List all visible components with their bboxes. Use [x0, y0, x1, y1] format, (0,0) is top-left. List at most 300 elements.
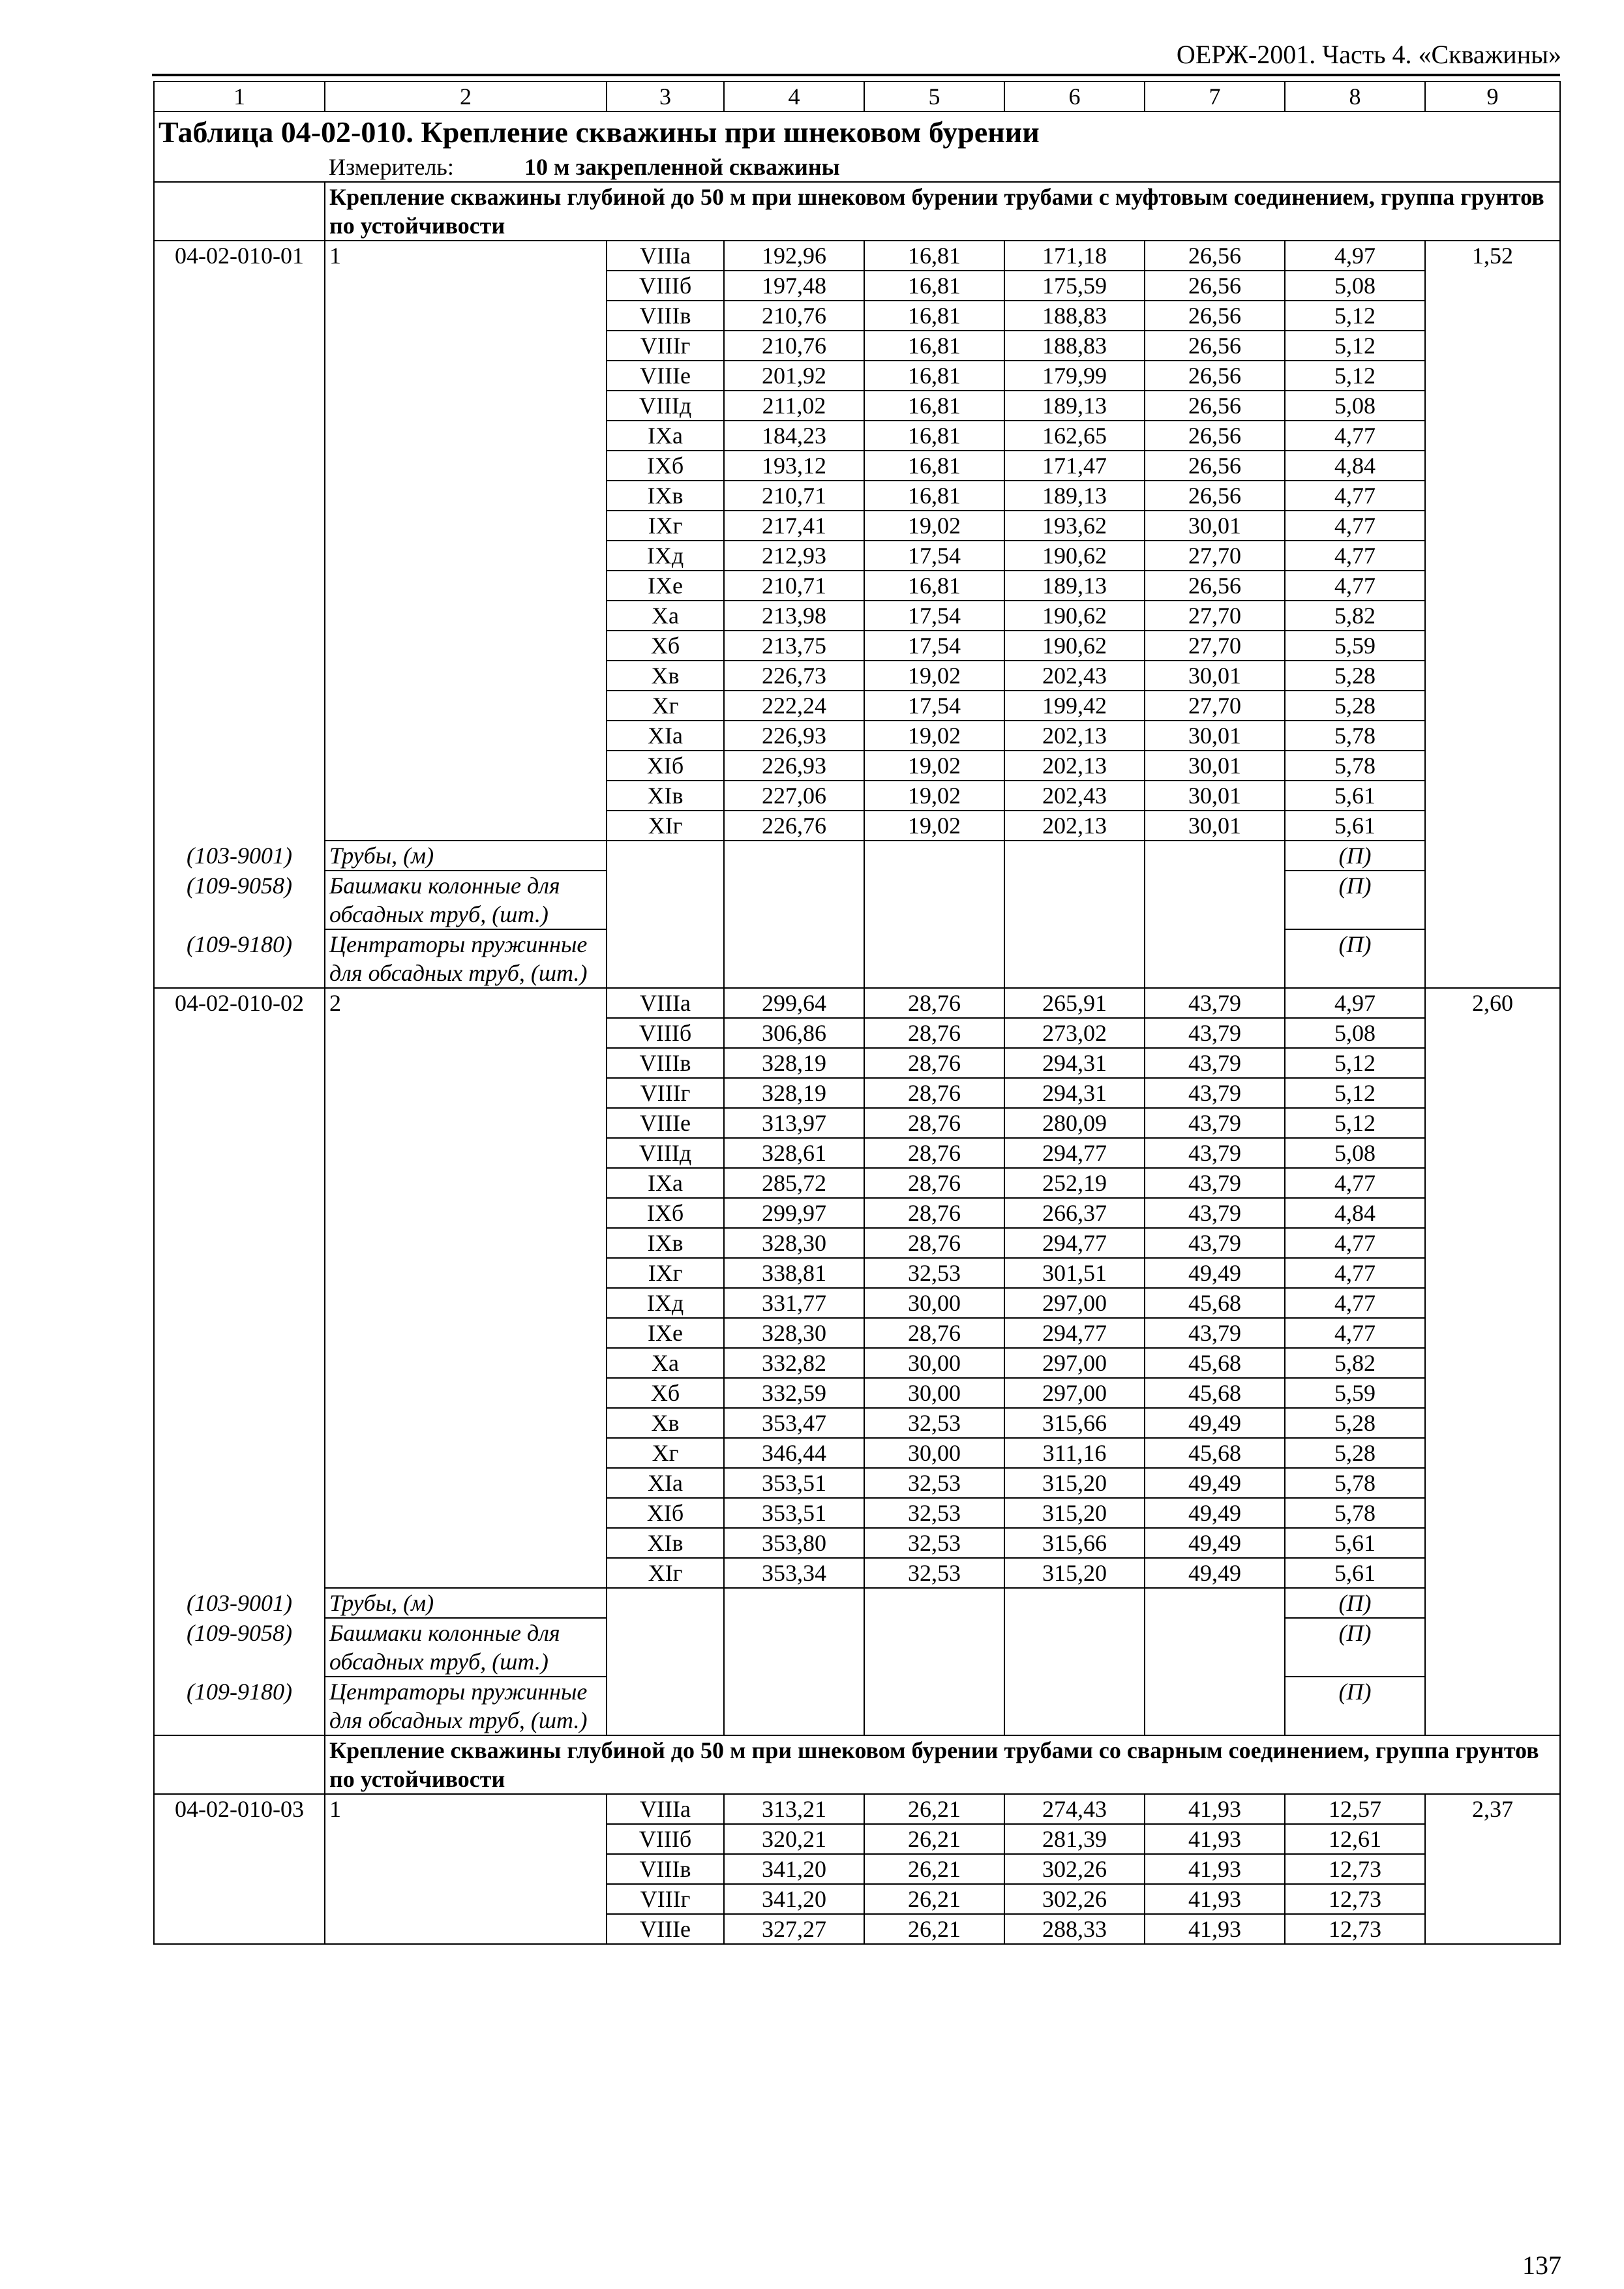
soil-group-cell: XIг — [607, 1558, 724, 1588]
value-cell: 43,79 — [1145, 1018, 1285, 1048]
value-cell: 27,70 — [1145, 631, 1285, 661]
soil-group-cell: XIб — [607, 1498, 724, 1528]
value-cell: 43,79 — [1145, 1048, 1285, 1078]
value-cell: 4,77 — [1285, 1288, 1425, 1318]
value-cell: 5,12 — [1285, 331, 1425, 361]
column-number: 3 — [607, 82, 724, 112]
value-cell: 45,68 — [1145, 1348, 1285, 1378]
value-cell: 341,20 — [724, 1884, 864, 1914]
value-cell: 226,93 — [724, 751, 864, 781]
value-cell: 16,81 — [864, 361, 1004, 391]
table-row — [154, 988, 1560, 1018]
value-cell: 26,56 — [1145, 361, 1285, 391]
value-cell: 26,56 — [1145, 301, 1285, 331]
soil-group-cell: VIIIа — [607, 988, 724, 1018]
value-cell: 5,12 — [1285, 1078, 1425, 1108]
value-cell: 26,21 — [864, 1824, 1004, 1854]
value-cell: 16,81 — [864, 241, 1004, 271]
value-cell: 43,79 — [1145, 1318, 1285, 1348]
value-cell: 27,70 — [1145, 541, 1285, 571]
col9-value: 2,37 — [1425, 1794, 1560, 1944]
value-cell: 28,76 — [864, 1018, 1004, 1048]
value-cell: 162,65 — [1004, 421, 1145, 451]
value-cell: 30,01 — [1145, 811, 1285, 841]
value-cell: 4,77 — [1285, 1258, 1425, 1288]
column-number: 4 — [724, 82, 864, 112]
resource-unit: (П) — [1285, 841, 1425, 871]
resource-code: (109-9180) — [187, 931, 292, 957]
value-cell: 26,56 — [1145, 391, 1285, 421]
value-cell: 12,73 — [1285, 1884, 1425, 1914]
soil-group-cell: IXб — [607, 451, 724, 481]
resource-row — [154, 1588, 1560, 1618]
section-heading: Крепление скважины глубиной до 50 м при шнековом бурении трубами со сварным соединением, группа грунтов по устойчивости — [325, 1735, 1560, 1794]
value-cell: 4,97 — [1285, 241, 1425, 271]
column-number: 1 — [154, 82, 325, 112]
soil-group-cell: IXд — [607, 1288, 724, 1318]
value-cell: 294,31 — [1004, 1078, 1145, 1108]
value-cell: 5,12 — [1285, 361, 1425, 391]
value-cell: 5,61 — [1285, 1558, 1425, 1588]
value-cell: 12,61 — [1285, 1824, 1425, 1854]
value-cell: 5,28 — [1285, 1438, 1425, 1468]
value-cell: 280,09 — [1004, 1108, 1145, 1138]
value-cell: 315,20 — [1004, 1498, 1145, 1528]
value-cell: 19,02 — [864, 781, 1004, 811]
value-cell: 43,79 — [1145, 1198, 1285, 1228]
value-cell: 210,76 — [724, 331, 864, 361]
value-cell: 19,02 — [864, 721, 1004, 751]
value-cell: 30,01 — [1145, 661, 1285, 691]
value-cell: 5,28 — [1285, 1408, 1425, 1438]
price-table — [153, 81, 1561, 1945]
value-cell: 32,53 — [864, 1558, 1004, 1588]
value-cell: 328,19 — [724, 1048, 864, 1078]
value-cell: 28,76 — [864, 1168, 1004, 1198]
value-cell: 4,77 — [1285, 511, 1425, 541]
value-cell: 294,77 — [1004, 1318, 1145, 1348]
value-cell: 193,62 — [1004, 511, 1145, 541]
value-cell: 338,81 — [724, 1258, 864, 1288]
resource-unit: (П) — [1285, 1618, 1425, 1677]
rate-code: 04-02-010-01 (103-9001) (109-9058) (109-9180) — [154, 241, 325, 988]
value-cell: 313,21 — [724, 1794, 864, 1824]
value-cell: 302,26 — [1004, 1854, 1145, 1884]
value-cell: 49,49 — [1145, 1528, 1285, 1558]
value-cell: 202,13 — [1004, 811, 1145, 841]
value-cell: 311,16 — [1004, 1438, 1145, 1468]
value-cell: 171,18 — [1004, 241, 1145, 271]
value-cell: 26,56 — [1145, 481, 1285, 511]
value-cell: 16,81 — [864, 331, 1004, 361]
resource-name: Центраторы пружинные для обсадных труб, (шт.) — [325, 1677, 607, 1735]
soil-group-cell: IXг — [607, 1258, 724, 1288]
column-number: 5 — [864, 82, 1004, 112]
value-cell: 227,06 — [724, 781, 864, 811]
value-cell: 26,56 — [1145, 271, 1285, 301]
value-cell: 328,19 — [724, 1078, 864, 1108]
value-cell: 43,79 — [1145, 1228, 1285, 1258]
soil-group-cell: VIIIг — [607, 331, 724, 361]
column-number: 7 — [1145, 82, 1285, 112]
value-cell: 4,77 — [1285, 481, 1425, 511]
value-cell: 328,30 — [724, 1318, 864, 1348]
value-cell: 4,77 — [1285, 1168, 1425, 1198]
value-cell: 320,21 — [724, 1824, 864, 1854]
soil-group-cell: Xв — [607, 661, 724, 691]
column-number: 2 — [325, 82, 607, 112]
value-cell: 226,76 — [724, 811, 864, 841]
value-cell: 28,76 — [864, 1048, 1004, 1078]
soil-group-cell: IXе — [607, 1318, 724, 1348]
value-cell: 5,12 — [1285, 1108, 1425, 1138]
soil-group-cell: XIг — [607, 811, 724, 841]
table-title: Таблица 04-02-010. Крепление скважины при шнековом бурении — [158, 115, 1040, 149]
value-cell: 4,77 — [1285, 1318, 1425, 1348]
value-cell: 43,79 — [1145, 1108, 1285, 1138]
value-cell: 19,02 — [864, 661, 1004, 691]
value-cell: 16,81 — [864, 421, 1004, 451]
value-cell: 188,83 — [1004, 301, 1145, 331]
value-cell: 28,76 — [864, 988, 1004, 1018]
table-row — [154, 1794, 1560, 1824]
value-cell: 32,53 — [864, 1408, 1004, 1438]
rate-name: 1 — [325, 1794, 607, 1944]
value-cell: 5,08 — [1285, 1138, 1425, 1168]
soil-group-cell: VIIIа — [607, 1794, 724, 1824]
value-cell: 4,77 — [1285, 421, 1425, 451]
value-cell: 5,78 — [1285, 1468, 1425, 1498]
value-cell: 41,93 — [1145, 1794, 1285, 1824]
value-cell: 16,81 — [864, 301, 1004, 331]
value-cell: 30,00 — [864, 1438, 1004, 1468]
soil-group-cell: Xб — [607, 631, 724, 661]
value-cell: 16,81 — [864, 271, 1004, 301]
value-cell: 49,49 — [1145, 1408, 1285, 1438]
value-cell: 188,83 — [1004, 331, 1145, 361]
resource-unit: (П) — [1285, 1677, 1425, 1735]
soil-group-cell: VIIIв — [607, 1048, 724, 1078]
value-cell: 4,84 — [1285, 451, 1425, 481]
value-cell: 30,01 — [1145, 721, 1285, 751]
value-cell: 5,61 — [1285, 1528, 1425, 1558]
soil-group-cell: VIIIе — [607, 1108, 724, 1138]
value-cell: 4,97 — [1285, 988, 1425, 1018]
value-cell: 273,02 — [1004, 1018, 1145, 1048]
value-cell: 213,75 — [724, 631, 864, 661]
value-cell: 274,43 — [1004, 1794, 1145, 1824]
value-cell: 5,08 — [1285, 271, 1425, 301]
value-cell: 212,93 — [724, 541, 864, 571]
value-cell: 30,00 — [864, 1348, 1004, 1378]
value-cell: 332,82 — [724, 1348, 864, 1378]
value-cell: 16,81 — [864, 481, 1004, 511]
value-cell: 28,76 — [864, 1078, 1004, 1108]
value-cell: 30,01 — [1145, 511, 1285, 541]
value-cell: 32,53 — [864, 1468, 1004, 1498]
resource-unit: (П) — [1285, 1588, 1425, 1618]
value-cell: 171,47 — [1004, 451, 1145, 481]
value-cell: 353,34 — [724, 1558, 864, 1588]
value-cell: 5,61 — [1285, 811, 1425, 841]
value-cell: 19,02 — [864, 751, 1004, 781]
value-cell: 265,91 — [1004, 988, 1145, 1018]
page-header: ОЕРЖ-2001. Часть 4. «Скважины» — [1176, 40, 1561, 69]
value-cell: 199,42 — [1004, 691, 1145, 721]
soil-group-cell: Xг — [607, 1438, 724, 1468]
value-cell: 213,98 — [724, 601, 864, 631]
value-cell: 5,28 — [1285, 691, 1425, 721]
section-heading-row — [154, 1735, 1560, 1794]
value-cell: 45,68 — [1145, 1438, 1285, 1468]
value-cell: 315,20 — [1004, 1558, 1145, 1588]
value-cell: 327,27 — [724, 1914, 864, 1944]
col9-value: 1,52 — [1425, 241, 1560, 988]
column-number: 9 — [1425, 82, 1560, 112]
soil-group-cell: VIIIб — [607, 1824, 724, 1854]
value-cell: 45,68 — [1145, 1288, 1285, 1318]
value-cell: 189,13 — [1004, 481, 1145, 511]
value-cell: 299,97 — [724, 1198, 864, 1228]
value-cell: 17,54 — [864, 691, 1004, 721]
value-cell: 341,20 — [724, 1854, 864, 1884]
value-cell: 4,84 — [1285, 1198, 1425, 1228]
value-cell: 313,97 — [724, 1108, 864, 1138]
value-cell: 353,51 — [724, 1498, 864, 1528]
value-cell: 49,49 — [1145, 1468, 1285, 1498]
value-cell: 16,81 — [864, 451, 1004, 481]
value-cell: 184,23 — [724, 421, 864, 451]
value-cell: 5,78 — [1285, 721, 1425, 751]
soil-group-cell: VIIIв — [607, 1854, 724, 1884]
value-cell: 12,73 — [1285, 1914, 1425, 1944]
value-cell: 222,24 — [724, 691, 864, 721]
value-cell: 43,79 — [1145, 988, 1285, 1018]
rate-name: 1 — [325, 241, 607, 841]
value-cell: 26,56 — [1145, 421, 1285, 451]
value-cell: 17,54 — [864, 631, 1004, 661]
resource-code: (103-9001) — [187, 1590, 292, 1616]
value-cell: 210,76 — [724, 301, 864, 331]
value-cell: 5,61 — [1285, 781, 1425, 811]
soil-group-cell: XIа — [607, 721, 724, 751]
value-cell: 346,44 — [724, 1438, 864, 1468]
measure-value: 10 м закрепленной скважины — [524, 154, 840, 180]
value-cell: 328,61 — [724, 1138, 864, 1168]
resource-name: Центраторы пружинные для обсадных труб, (шт.) — [325, 929, 607, 988]
soil-group-cell: VIIIг — [607, 1884, 724, 1914]
soil-group-cell: VIIIе — [607, 1914, 724, 1944]
soil-group-cell: VIIIб — [607, 271, 724, 301]
value-cell: 210,71 — [724, 571, 864, 601]
value-cell: 332,59 — [724, 1378, 864, 1408]
resource-code: (109-9180) — [187, 1679, 292, 1705]
table-title-row — [154, 112, 1560, 153]
value-cell: 294,77 — [1004, 1138, 1145, 1168]
value-cell: 202,43 — [1004, 661, 1145, 691]
value-cell: 41,93 — [1145, 1884, 1285, 1914]
soil-group-cell: Xб — [607, 1378, 724, 1408]
value-cell: 12,73 — [1285, 1854, 1425, 1884]
value-cell: 197,48 — [724, 271, 864, 301]
resource-code: (109-9058) — [187, 1620, 292, 1646]
value-cell: 4,77 — [1285, 1228, 1425, 1258]
value-cell: 49,49 — [1145, 1258, 1285, 1288]
value-cell: 26,56 — [1145, 571, 1285, 601]
value-cell: 5,59 — [1285, 1378, 1425, 1408]
value-cell: 315,66 — [1004, 1408, 1145, 1438]
value-cell: 299,64 — [724, 988, 864, 1018]
rate-code: 04-02-010-02 (103-9001) (109-9058) (109-9180) — [154, 988, 325, 1735]
value-cell: 28,76 — [864, 1318, 1004, 1348]
value-cell: 43,79 — [1145, 1138, 1285, 1168]
value-cell: 28,76 — [864, 1198, 1004, 1228]
soil-group-cell: XIа — [607, 1468, 724, 1498]
value-cell: 315,66 — [1004, 1528, 1145, 1558]
value-cell: 202,13 — [1004, 721, 1145, 751]
value-cell: 5,12 — [1285, 1048, 1425, 1078]
table-body — [154, 82, 1560, 1944]
column-number: 8 — [1285, 82, 1425, 112]
value-cell: 5,82 — [1285, 601, 1425, 631]
resource-code: (103-9001) — [187, 843, 292, 869]
value-cell: 353,51 — [724, 1468, 864, 1498]
value-cell: 32,53 — [864, 1498, 1004, 1528]
soil-group-cell: Xв — [607, 1408, 724, 1438]
measure-label: Измеритель: — [329, 154, 454, 180]
value-cell: 297,00 — [1004, 1378, 1145, 1408]
value-cell: 297,00 — [1004, 1348, 1145, 1378]
value-cell: 302,26 — [1004, 1884, 1145, 1914]
value-cell: 202,43 — [1004, 781, 1145, 811]
value-cell: 315,20 — [1004, 1468, 1145, 1498]
section-heading-row — [154, 182, 1560, 241]
value-cell: 17,54 — [864, 601, 1004, 631]
soil-group-cell: Xа — [607, 601, 724, 631]
table-row — [154, 241, 1560, 271]
value-cell: 49,49 — [1145, 1498, 1285, 1528]
soil-group-cell: VIIIб — [607, 1018, 724, 1048]
resource-name: Трубы, (м) — [325, 841, 607, 871]
value-cell: 5,82 — [1285, 1348, 1425, 1378]
value-cell: 217,41 — [724, 511, 864, 541]
value-cell: 211,02 — [724, 391, 864, 421]
rate-name: 2 — [325, 988, 607, 1588]
value-cell: 189,13 — [1004, 571, 1145, 601]
soil-group-cell: XIб — [607, 751, 724, 781]
value-cell: 190,62 — [1004, 631, 1145, 661]
value-cell: 28,76 — [864, 1228, 1004, 1258]
value-cell: 288,33 — [1004, 1914, 1145, 1944]
rate-code: 04-02-010-03 — [154, 1794, 325, 1944]
soil-group-cell: IXа — [607, 1168, 724, 1198]
value-cell: 32,53 — [864, 1258, 1004, 1288]
value-cell: 226,73 — [724, 661, 864, 691]
value-cell: 201,92 — [724, 361, 864, 391]
soil-group-cell: IXв — [607, 481, 724, 511]
value-cell: 49,49 — [1145, 1558, 1285, 1588]
soil-group-cell: IXа — [607, 421, 724, 451]
value-cell: 27,70 — [1145, 601, 1285, 631]
resource-unit: (П) — [1285, 871, 1425, 929]
value-cell: 175,59 — [1004, 271, 1145, 301]
value-cell: 45,68 — [1145, 1378, 1285, 1408]
soil-group-cell: IXд — [607, 541, 724, 571]
value-cell: 5,08 — [1285, 391, 1425, 421]
value-cell: 285,72 — [724, 1168, 864, 1198]
value-cell: 4,77 — [1285, 541, 1425, 571]
resource-name: Башмаки колонные для обсадных труб, (шт.) — [325, 871, 607, 929]
soil-group-cell: VIIIд — [607, 1138, 724, 1168]
resource-unit: (П) — [1285, 929, 1425, 988]
value-cell: 28,76 — [864, 1138, 1004, 1168]
page-number: 137 — [1522, 2251, 1561, 2280]
value-cell: 17,54 — [864, 541, 1004, 571]
value-cell: 5,78 — [1285, 1498, 1425, 1528]
value-cell: 266,37 — [1004, 1198, 1145, 1228]
value-cell: 294,31 — [1004, 1048, 1145, 1078]
value-cell: 41,93 — [1145, 1854, 1285, 1884]
value-cell: 202,13 — [1004, 751, 1145, 781]
value-cell: 328,30 — [724, 1228, 864, 1258]
value-cell: 30,00 — [864, 1378, 1004, 1408]
value-cell: 5,08 — [1285, 1018, 1425, 1048]
soil-group-cell: Xа — [607, 1348, 724, 1378]
value-cell: 210,71 — [724, 481, 864, 511]
value-cell: 4,77 — [1285, 571, 1425, 601]
value-cell: 28,76 — [864, 1108, 1004, 1138]
resource-row — [154, 841, 1560, 871]
value-cell: 353,47 — [724, 1408, 864, 1438]
soil-group-cell: VIIIг — [607, 1078, 724, 1108]
soil-group-cell: VIIIа — [607, 241, 724, 271]
value-cell: 30,01 — [1145, 751, 1285, 781]
soil-group-cell: IXб — [607, 1198, 724, 1228]
resource-name: Башмаки колонные для обсадных труб, (шт.) — [325, 1618, 607, 1677]
value-cell: 193,12 — [724, 451, 864, 481]
value-cell: 301,51 — [1004, 1258, 1145, 1288]
section-heading: Крепление скважины глубиной до 50 м при шнековом бурении трубами с муфтовым соединением, группа грунтов по устойчивости — [325, 182, 1560, 241]
value-cell: 26,21 — [864, 1794, 1004, 1824]
value-cell: 190,62 — [1004, 541, 1145, 571]
resource-code: (109-9058) — [187, 873, 292, 899]
value-cell: 43,79 — [1145, 1078, 1285, 1108]
value-cell: 26,56 — [1145, 241, 1285, 271]
value-cell: 353,80 — [724, 1528, 864, 1558]
value-cell: 16,81 — [864, 571, 1004, 601]
value-cell: 192,96 — [724, 241, 864, 271]
value-cell: 179,99 — [1004, 361, 1145, 391]
value-cell: 16,81 — [864, 391, 1004, 421]
col9-value: 2,60 — [1425, 988, 1560, 1735]
value-cell: 226,93 — [724, 721, 864, 751]
header-rule — [152, 74, 1560, 76]
value-cell: 5,78 — [1285, 751, 1425, 781]
soil-group-cell: VIIIе — [607, 361, 724, 391]
value-cell: 189,13 — [1004, 391, 1145, 421]
value-cell: 43,79 — [1145, 1168, 1285, 1198]
value-cell: 5,28 — [1285, 661, 1425, 691]
value-cell: 41,93 — [1145, 1824, 1285, 1854]
resource-name: Трубы, (м) — [325, 1588, 607, 1618]
column-number: 6 — [1004, 82, 1145, 112]
value-cell: 26,21 — [864, 1854, 1004, 1884]
value-cell: 26,21 — [864, 1884, 1004, 1914]
value-cell: 26,56 — [1145, 331, 1285, 361]
value-cell: 30,00 — [864, 1288, 1004, 1318]
value-cell: 27,70 — [1145, 691, 1285, 721]
value-cell: 26,56 — [1145, 451, 1285, 481]
